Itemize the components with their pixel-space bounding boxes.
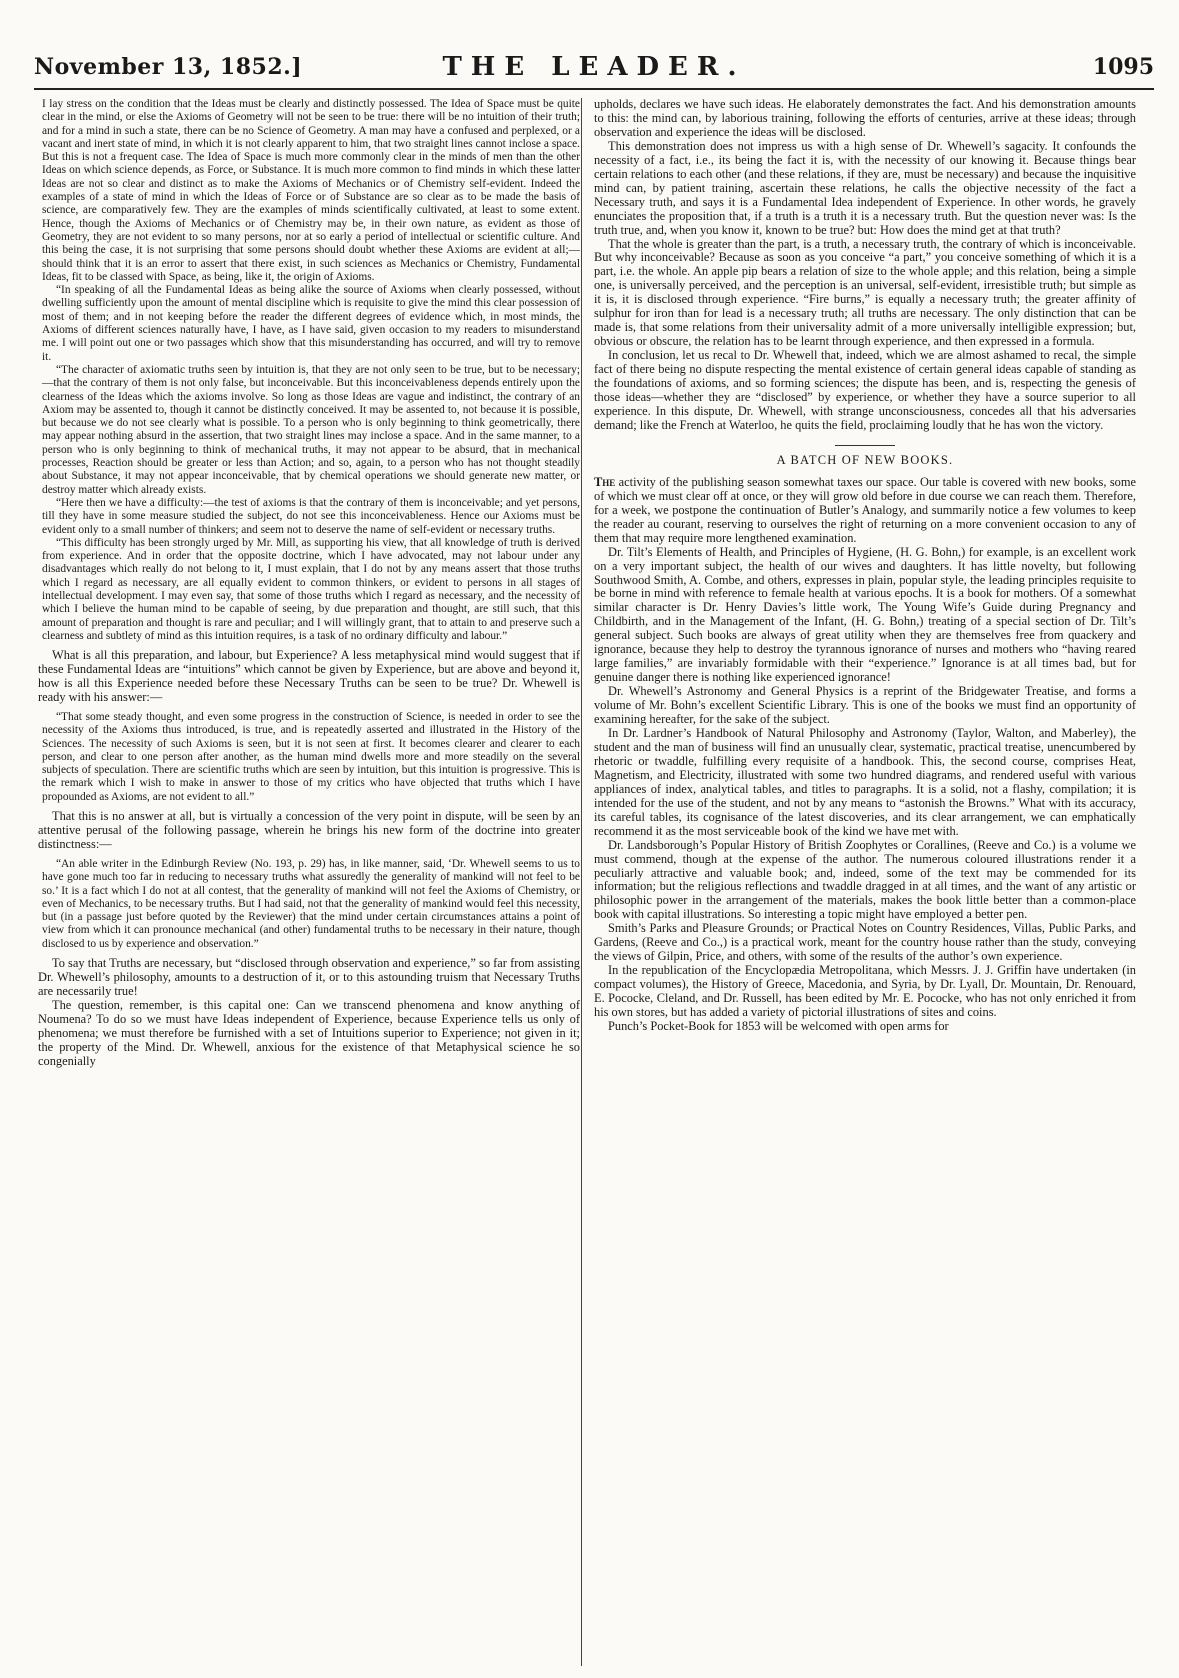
paragraph: “This difficulty has been strongly urged by Mr. Mill, as supporting his view, that all knowledge of truth is derived from experience. And in order that the opposite doctrine, which I have advocated, may not labour under any disadvantages which really do not belong to it, I must explain, that I do not by any means assert that those truths which I regard as necessary, are all equally evident to common thinkers, or evident to persons in all stages of intellectual development. I may even say, that some of those truths which I regard as necessary, and the necessity of which I believe the human mind to be capable of seeing, by due preparation and thought, are still such, that this amount of preparation and thought is rare and peculiar; and I will willingly grant, that to attain to and preserve such a clearness and subtlety of mind as this intuition requires, is a task of no ordinary difficulty and labour.”	[42, 536, 580, 642]
paragraph: That the whole is greater than the part, is a truth, a necessary truth, the contrary of which is inconceivable. But why inconceivable? Because as soon as you conceive “a part,” you conceive something of which it is a part, i.e. the whole. An apple pip bears a relation of size to the whole apple; and this relation, being a simple one, is universally perceived, and the perception is an universal, self-evident, irresistible truth; but simple as it is, it is disclosed through experience. “Fire burns,” is equally a necessary truth; the greater affinity of sulphur for iron than for lead is a necessary truth; all truths are necessary. The only distinction that can be made is, that some relations from their universality admit of a more universally intelligible expression; but, obvious or obscure, the relation has to be learnt through experience, and then expressed in a formula.	[594, 236, 1136, 349]
paragraph: Punch’s Pocket-Book for 1853 will be welcomed with open arms for	[608, 1019, 949, 1033]
paragraph: upholds, declares we have such ideas. He elaborately demonstrates the fact. And his demonstration amounts to this: the mind can, by laborious training, following the efforts of centuries, arrive at these ideas; through observation and experience the ideas will be disclosed.	[594, 98, 1136, 139]
section-intro-paragraph	[594, 476, 1136, 546]
paragraph: Dr. Landsborough’s Popular History of British Zoophytes or Corallines, (Reeve and Co.) is a volume we must commend, though at the expense of the author. The numerous coloured illustrations render it a peculiarly attractive and valuable book; and, indeed, some of the text may be commended for its information; but the religious reflections and twaddle dragged in at all times, and the want of any artistic or philosophic power in the arrangement of the materials, makes the book little better than a common-place book with capital illustrations. So interesting a topic might have employed a better pen.	[594, 837, 1136, 922]
paragraph: The question, remember, is this capital one: Can we transcend phenomena and know anything of Noumena? To do so we must have Ideas independent of Experience, because Experience tells us only of phenomena; we must therefore be furnished with a set of Intuitions superior to Experience; not given in it; the property of the Mind. Dr. Whewell, anxious for the existence of that Metaphysical science he so congenially	[38, 997, 580, 1068]
book-notices	[594, 546, 1136, 1034]
paragraph: To say that Truths are necessary, but “disclosed through observation and experience,” so far from assisting Dr. Whewell’s philosophy, amounts to a destruction of it, or to this astounding truism that Necessary Truths are necessarily true!	[38, 956, 580, 998]
left-column	[38, 98, 580, 1666]
page-number: 1095	[1092, 54, 1154, 80]
paragraph: “An able writer in the Edinburgh Review (No. 193, p. 29) has, in like manner, said, ‘Dr. Whewell seems to us to have gone much too far in reducing to necessary truths what assuredly the generality of mankind will not feel to be so.’ It is a fact which I do not at all contest, that the generality of mankind will not feel the Axioms of Chemistry, or even of Mechanics, to be necessary truths. But I had said, not that the generality of mankind would feel this necessity, but (in a passage just before quoted by the Reviewer) that the mind under certain circumstances attains a point of view from which it can pronounce mechanical (and other) fundamental truths to be necessary in their nature, though disclosed to us by experience and observation.”	[42, 857, 580, 950]
paragraph: Smith’s Parks and Pleasure Grounds; or Practical Notes on Country Residences, Villas, Public Parks, and Gardens, (Reeve and Co.,) is a practical work, meant for the country house rather than the study, conveying the views of Gilpin, Price, and others, with some of the results of the author’s own experience.	[594, 921, 1136, 964]
drop-word: The	[594, 474, 616, 489]
paragraph: “That some steady thought, and even some progress in the construction of Science, is needed in order to see the necessity of the Axioms thus introduced, is true, and is repeatedly asserted and illustrated in the History of the Sciences. The necessity of such Axioms is seen, but it is not seen at first. It becomes clearer and clearer to each person, and clear to one person after another, as the human mind dwells more and more steadily on the several subjects of speculation. There are scientific truths which are seen by intuition, but this intuition is progressive. This is the remark which I wish to make in answer to those of my critics who have objected that truths which I have propounded as Axioms, are not evident to all.”	[42, 710, 580, 803]
paragraph: What is all this preparation, and labour, but Experience? A less metaphysical mind would suggest that if these Fundamental Ideas are “intuitions” which cannot be given by Experience, but are above and beyond it, how is all this Experience needed before these Necessary Truths can be seen to be true? Dr. Whewell is ready with his answer:—	[38, 648, 580, 705]
page-header	[34, 48, 1154, 90]
paragraph: In the republication of the Encyclopædia Metropolitana, which Messrs. J. J. Griffin have undertaken (in compact volumes), the History of Greece, Macedonia, and Syria, by Dr. Lyall, Dr. Mountain, Dr. Renouard, E. Pococke, Cleland, and Dr. Russell, has been edited by Mr. E. Pococke, who has not only enriched it from his own stores, but has added a variety of pictorial illustrations of sites and coins.	[594, 963, 1136, 1020]
paragraph: “In speaking of all the Fundamental Ideas as being alike the source of Axioms when clearly possessed, without dwelling sufficiently upon the amount of mental discipline which is requisite to give the mind this clear possession of most of them; and in not keeping before the reader the different degrees of evidence which, in most minds, the Axioms of different sciences naturally have, I have, as I have said, given occasion to my readers to misunderstand me. I will point out one or two passages which show that this misunderstanding has occurred, and will try to remove it.	[42, 284, 580, 363]
paragraph: That this is no answer at all, but is virtually a concession of the very point in dispute, will be seen by an attentive perusal of the following passage, wherein he brings his new form of the doctrine into greater distinctness:—	[38, 809, 580, 851]
section-divider	[835, 445, 895, 446]
paragraph: In Dr. Lardner’s Handbook of Natural Philosophy and Astronomy (Taylor, Walton, and Maberley), the student and the man of business will find an unusually clear, systematic, practical treatise, unencumbered by rhetoric or twaddle, fulfilling every requisite of a handbook. This, the second course, comprises Heat, Magnetism, and Electricity, illustrated with some two hundred diagrams, and rendered useful with various appliances of index, analytical tables, and titles to paragraphs. It is a solid, not a flashy, compilation; it is intended for the use of the student, and not by any means to “astonish the Browns.” What with its accuracy, its careful tables, its cognisance of the latest discoveries, and its clear arrangement, we can emphatically recommend it as the most serviceable book of the kind we have met with.	[594, 725, 1136, 838]
paragraph: “Here then we have a difficulty:—the test of axioms is that the contrary of them is inconceivable; and yet persons, till they have in some measure studied the subject, do not see this inconceivableness. Hence our Axioms must be evident only to a small number of thinkers; and seem not to deserve the name of self-evident or necessary truths.	[42, 496, 580, 536]
publication-title: THE LEADER.	[442, 52, 746, 82]
issue-date: November 13, 1852.]	[34, 54, 303, 80]
intro-text: activity of the publishing season somewhat taxes our space. Our table is covered with new books, some of which we must clear off at once, or they will grow old before in due course we can reach them. Therefore, for a week, we postpone the continuation of Butler’s Analogy, and summarily notice a few volumes to keep the reader au courant, reserving to ourselves the right of returning on a more convenient occasion to any of them that may require more lengthened examination.	[594, 474, 1136, 545]
whewell-review-continuation	[594, 98, 1136, 433]
column-divider	[581, 98, 582, 1666]
right-column	[594, 98, 1136, 1666]
paragraph: “The character of axiomatic truths seen by intuition is, that they are not only seen to be true, but to be necessary;—that the contrary of them is not only false, but inconceivable. But this inconceivableness depends entirely upon the clearness of the Ideas which the axioms involve. So long as those Ideas are vague and indistinct, the contrary of an Axiom may be assented to, though it cannot be distinctly conceived. It may be assented to, not because it is possible, but because we do not see clearly what is possible. To a person who is only beginning to think geometrically, there may appear nothing absurd in the assertion, that two straight lines may inclose a space. And in the same manner, to a person who is only beginning to think of mechanical truths, it may not appear to be absurd, that in mechanical processes, Reaction should be greater or less than Action; and so, again, to a person who has not thought steadily about Substance, it may not appear inconceivable, that by chemical operations we should generate new matter, or destroy matter which already exists.	[42, 363, 580, 496]
paragraph: Dr. Tilt’s Elements of Health, and Principles of Hygiene, (H. G. Bohn,) for example, is an excellent work on a very important subject, the health of our wives and daughters. It has little novelty, but following Southwood Smith, A. Combe, and others, expresses in plain, popular style, the leading principles requisite to be borne in mind with reference to female health at various epochs. It is a book for mothers. Of a somewhat similar character is Dr. Henry Davies’s little work, The Young Wife’s Guide during Pregnancy and Childbirth, and in the Management of the Infant, (H. G. Bohn,) treating of a special section of Dr. Tilt’s general subject. Such books are always of great utility when they are themselves free from quackery and ignorance, because they help to destroy the tyrannous ignorance of nurses and mothers who “having reared large families,” are invariably formidable with their “experience.” Ignorance is at all times bad, but for genuine danger there is nothing like experienced ignorance!	[594, 544, 1136, 685]
paragraph: In conclusion, let us recal to Dr. Whewell that, indeed, which we are almost ashamed to recal, the simple fact of there being no dispute respecting the mental existence of certain general ideas capable of standing as the foundations of axioms, and so forming sciences; the dispute has been, and is, respecting the genesis of those ideas—whether they are “disclosed” by experience, or whether they have a source superior to all experience. In this dispute, Dr. Whewell, with strange unconsciousness, concedes all that his adversaries demand; like the French at Waterloo, he quits the field, proclaiming loudly that he has won the victory.	[594, 348, 1136, 432]
paragraph: I lay stress on the condition that the Ideas must be clearly and distinctly possessed. The Idea of Space must be quite clear in the mind, or else the Axioms of Geometry will not be seen to be true: there will be no intuition of their truth; and for a mind in such a state, there can be no Science of Geometry. A man may have a confused and perplexed, or a vacant and inert state of mind, in which it is not clearly apparent to him, that two straight lines cannot inclose a space. But this is not a frequent case. The Idea of Space is much more commonly clear in the minds of men than the other Ideas on which science depends, as Force, or Substance. It is much more common to find minds in which these latter Ideas are not so clear and distinct as to make the Axioms of Mechanics or of Chemistry self-evident. Indeed the examples of a state of mind in which the Ideas of Force or of Substance are so clear as to be made the basis of science, are comparatively few. They are the examples of minds scientifically cultivated, at least to some extent. Hence, though the Axioms of Mechanics or of Chemistry may be, in their own nature, as evident as those of Geometry, they are not evident to so many persons, nor at so early a period of intellectual or scientific culture. And this being the case, it is not surprising that some persons should doubt whether these Axioms are evident at all;—should think that it is an error to assert that there exist, in such sciences as Mechanics or Chemistry, Fundamental Ideas, fit to be classed with Space, as being, like it, the origin of Axioms.	[42, 98, 580, 283]
section-heading: A BATCH OF NEW BOOKS.	[776, 452, 954, 467]
paragraph: Dr. Whewell’s Astronomy and General Physics is a reprint of the Bridgewater Treatise, and forms a volume of Mr. Bohn’s excellent Scientific Library. This is one of the books we must find an opportunity of examining hereafter, for the sake of the subject.	[594, 684, 1136, 727]
paragraph: This demonstration does not impress us with a high sense of Dr. Whewell’s sagacity. It confounds the necessity of a fact, i.e., its being the fact it is, with the necessity of our knowing it. Because things bear certain relations to each other (and these relations, if they are, must be necessary) and because the inquisitive mind can, by patient training, ascertain these relations, he calls the objective necessity of the fact a Necessary truth, and says it is a Fundamental Idea independent of Experience. In other words, he gravely enunciates the proposition that, if a truth is a truth it is a necessary truth. But the question never was: Is the truth true, and, when you know it, known to be true? but: How does the mind get at that truth?	[594, 138, 1136, 237]
